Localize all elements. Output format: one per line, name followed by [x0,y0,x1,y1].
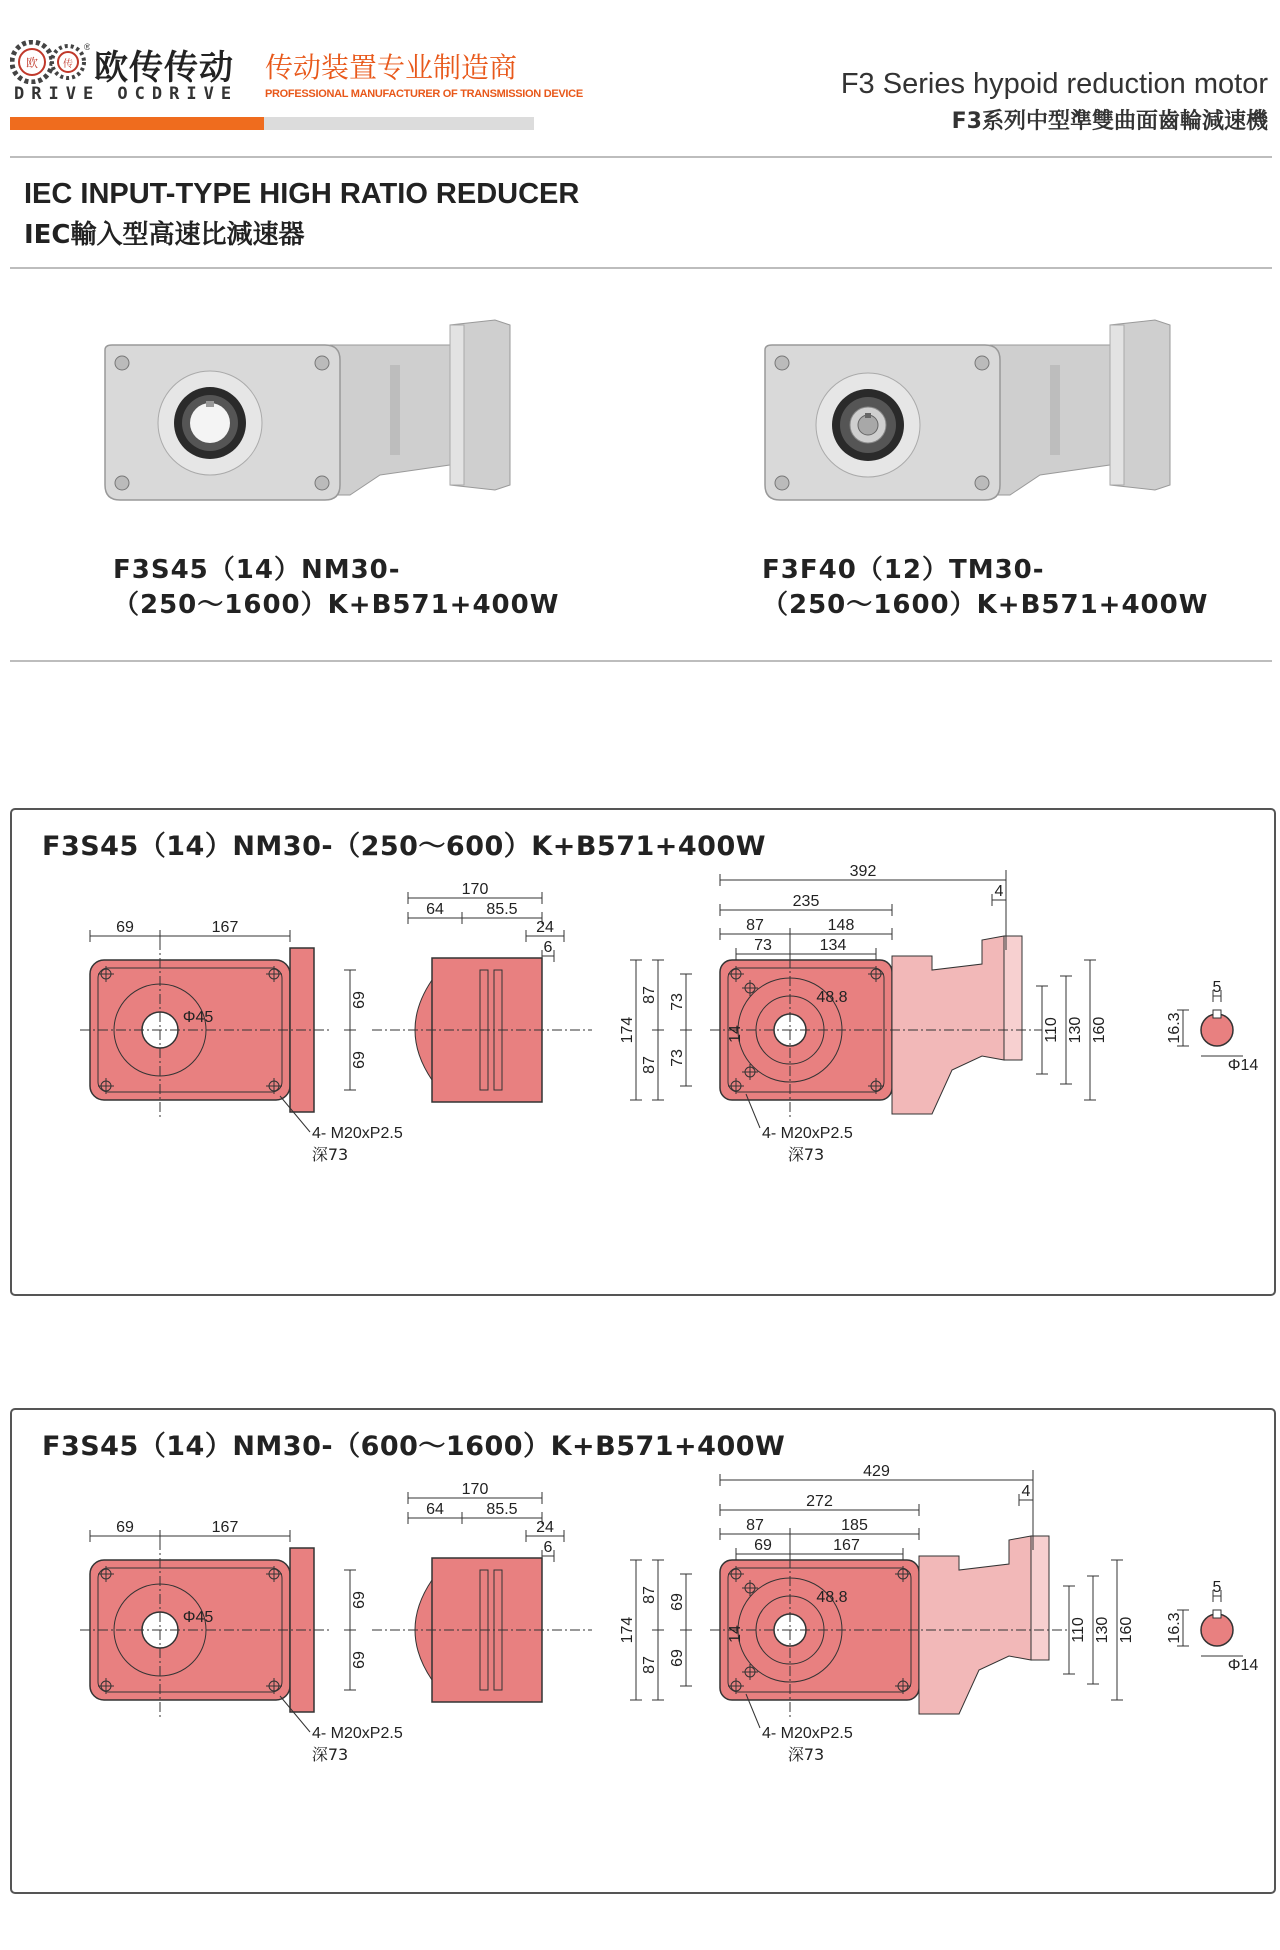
product-caption-1 [113,553,559,623]
side-d4-label: 6 [543,939,553,956]
main-thread-label: 4- M20xP2.5 [762,1125,853,1142]
flange-160-label: 160 [1091,1016,1108,1044]
side-d2-label: 85.5 [486,1501,518,1518]
front-height-2-label: 69 [351,1051,368,1069]
shaft-height-label: 16.3 [1166,1012,1183,1044]
main-v-total-label: 174 [619,1016,636,1044]
section-title-cn: IEC輸入型高速比減速器 [24,220,305,250]
front-width-1-label: 69 [116,919,134,936]
side-d3-label: 24 [536,1519,554,1536]
adapter-flange [919,1536,1031,1714]
drawing-title-2: F3S45（14）NM30-（600～1600）K+B571+400W [42,1431,786,1462]
main-v4-label: 73 [669,1049,686,1067]
series-title-en: F3 Series hypoid reduction motor [840,68,1268,100]
main-a-label: 87 [746,1517,764,1534]
main-g-label: 4 [994,883,1004,900]
front-height-1-label: 69 [351,1591,368,1609]
main-c-label: 73 [754,937,772,954]
shaft-height-label: 16.3 [1166,1612,1183,1644]
product-photo-solid-shaft [760,305,1180,505]
shaft-section [1201,1614,1233,1646]
svg-text:®: ® [84,42,90,52]
main-overall-label: 392 [849,863,877,880]
photos-divider [10,660,1272,662]
side-total-label: 170 [461,881,489,898]
main-v2-label: 87 [641,1656,658,1674]
main-depth-label: 深73 [787,1145,825,1164]
shaft-section [1201,1014,1233,1046]
shaft-keyway [1213,1610,1221,1618]
input-flange [1004,936,1022,1060]
bore-diameter-label: Φ45 [182,1009,214,1026]
product-photo-hollow-shaft [100,305,520,505]
slogan-cn: 传动装置专业制造商 [265,51,518,84]
shaft-key-label: 5 [1212,979,1222,996]
main-v3-label: 73 [669,993,686,1011]
shaft-dia-label: Φ14 [1227,1057,1259,1074]
thread-label: 4- M20xP2.5 [312,1125,403,1142]
company-logo [10,40,90,84]
side-d2-label: 85.5 [486,901,518,918]
series-title-cn: F3系列中型準雙曲面齒輪減速機 [951,109,1268,134]
slogan-en: PROFESSIONAL MANUFACTURER OF TRANSMISSION DEVICE [265,88,583,100]
drawing-panel-2 [10,1408,1276,1894]
main-v-total-label: 174 [619,1616,636,1644]
header-grey-bar [264,117,534,130]
product-caption-1-line2: （250～1600）K+B571+400W [113,590,560,620]
bore-diameter-label: Φ45 [182,1609,214,1626]
side-d1-label: 64 [426,901,444,918]
product-caption-2-line2: （250～1600）K+B571+400W [762,590,1209,620]
front-width-2-label: 167 [211,1519,239,1536]
product-caption-2-line1: F3F40（12）TM30- [762,555,1045,585]
main-c-label: 69 [754,1537,772,1554]
main-e-label: 48.8 [816,1589,848,1606]
section-title-en: IEC INPUT-TYPE HIGH RATIO REDUCER [24,178,580,210]
main-b-label: 185 [841,1517,868,1534]
front-width-1-label: 69 [116,1519,134,1536]
side-total-label: 170 [461,1481,489,1498]
main-v2-label: 87 [641,1056,658,1074]
main-f-label: 14 [727,1025,744,1043]
main-body-label: 235 [792,893,820,910]
thread-label: 4- M20xP2.5 [312,1725,403,1742]
main-v3-label: 69 [669,1593,686,1611]
brand-name-en: DRIVE OCDRIVE [14,84,239,104]
flange-130-label: 130 [1067,1016,1084,1044]
dimension-drawing-2 [12,1410,1274,1892]
shaft-key-label: 5 [1212,1579,1222,1596]
drawing-panel-1 [10,808,1276,1296]
flange-130-label: 130 [1094,1616,1111,1644]
shaft-dia-label: Φ14 [1227,1657,1259,1674]
flange-110-label: 110 [1043,1017,1060,1043]
front-height-2-label: 69 [351,1651,368,1669]
main-b-label: 148 [827,917,855,934]
header-accent-bar [10,117,264,130]
svg-text:传: 传 [63,59,73,70]
main-e-label: 48.8 [816,989,848,1006]
front-width-2-label: 167 [211,919,239,936]
svg-text:欧: 欧 [25,56,39,70]
main-depth-label: 深73 [787,1745,825,1764]
main-v1-label: 87 [641,1586,658,1604]
product-caption-1-line1: F3S45（14）NM30- [113,555,401,585]
product-caption-2 [762,553,1208,623]
side-d4-label: 6 [543,1539,553,1556]
brand-name-cn: 欧传传动 [94,48,234,88]
main-thread-label: 4- M20xP2.5 [762,1725,853,1742]
front-height-1-label: 69 [351,991,368,1009]
main-f-label: 14 [727,1625,744,1643]
depth-label: 深73 [311,1145,349,1164]
dimension-drawing-1 [12,810,1274,1294]
main-g-label: 4 [1021,1483,1031,1500]
flange-110-label: 110 [1070,1617,1087,1643]
header-divider [10,156,1272,158]
drawing-title-1: F3S45（14）NM30-（250～600）K+B571+400W [42,831,767,862]
main-overall-label: 429 [863,1463,890,1480]
side-d3-label: 24 [536,919,554,936]
depth-label: 深73 [311,1745,349,1764]
shaft-keyway [1213,1010,1221,1018]
flange-160-label: 160 [1118,1616,1135,1644]
main-d-label: 134 [819,937,847,954]
main-v1-label: 87 [641,986,658,1004]
main-body-label: 272 [806,1493,833,1510]
main-d-label: 167 [833,1537,860,1554]
side-d1-label: 64 [426,1501,444,1518]
input-flange [1031,1536,1049,1660]
section-divider [10,267,1272,269]
main-v4-label: 69 [669,1649,686,1667]
adapter-flange [892,936,1004,1114]
main-a-label: 87 [746,917,764,934]
